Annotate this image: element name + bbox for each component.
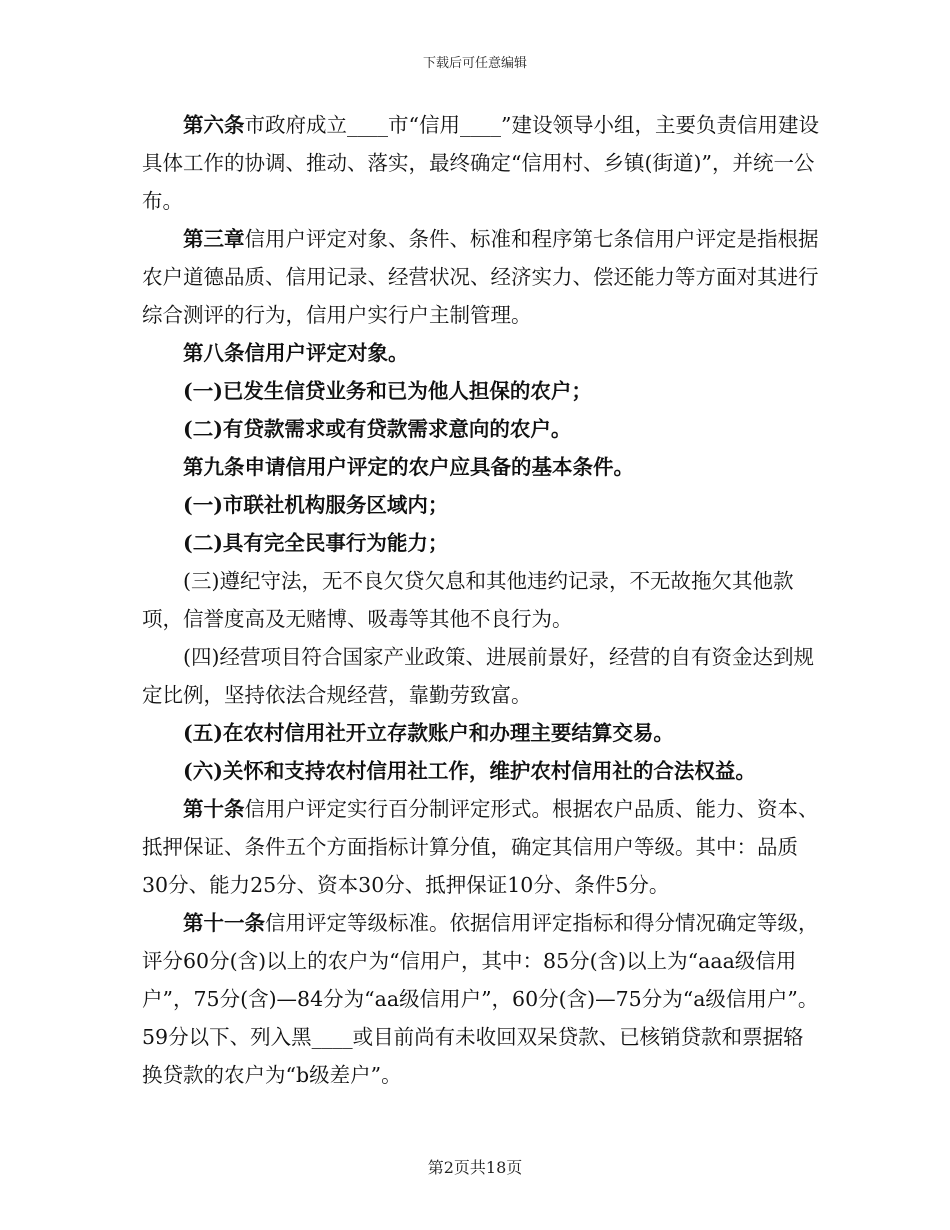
chapter-3-text: 信用户评定对象、条件、标准和程序第七条信用户评定是指根据农户道德品质、信用记录、经营状况、经济实力、偿还能力等方面对其进行综合测评的行为，信用户实行户主制管理。 [142,227,819,327]
paragraph-article-9-item-3 [142,562,822,638]
paragraph-chapter-3 [142,220,822,334]
paragraph-article-6 [142,106,822,220]
article-9-item-2-text: (二)具有完全民事行为能力； [183,531,449,555]
article-9-item-1-text: (一)市联社机构服务区域内； [183,493,449,517]
article-9-heading: 第九条申请信用户评定的农户应具备的基本条件。 [183,455,634,479]
document-body [142,106,822,1094]
article-6-text: 市政府成立____市“信用____”建设领导小组，主要负责信用建设具体工作的协调、推动、落实，最终确定“信用村、乡镇(街道)”，并统一公布。 [142,113,819,213]
paragraph-article-8 [142,334,822,372]
paragraph-article-9-item-5 [142,714,822,752]
paragraph-article-9 [142,448,822,486]
paragraph-article-8-item-1 [142,372,822,410]
article-9-item-6-text: (六)关怀和支持农村信用社工作，维护农村信用社的合法权益。 [183,759,756,783]
article-8-item-1-text: (一)已发生信贷业务和已为他人担保的农户； [183,379,592,403]
article-9-item-5-text: (五)在农村信用社开立存款账户和办理主要结算交易。 [183,721,674,745]
page-header: 下载后可任意编辑 [422,56,527,71]
article-6-heading: 第六条 [183,113,245,137]
paragraph-article-10 [142,790,822,904]
article-9-item-4-text: (四)经营项目符合国家产业政策、进展前景好，经营的自有资金达到规定比例，坚持依法合规经营，靠勤劳致富。 [142,645,814,707]
article-11-heading: 第十一条 [183,911,265,935]
paragraph-article-9-item-1 [142,486,822,524]
chapter-3-heading: 第三章 [183,227,245,251]
paragraph-article-9-item-6 [142,752,822,790]
paragraph-article-9-item-2 [142,524,822,562]
article-9-item-3-text: (三)遵纪守法，无不良欠贷欠息和其他违约记录，不无故拖欠其他款项，信誉度高及无赌博、吸毒等其他不良行为。 [142,569,794,631]
article-11-text: 信用评定等级标准。依据信用评定指标和得分情况确定等级，评分60分(含)以上的农户为“信用户，其中：85分(含)以上为“aaa级信用户”，75分(含)—84分为“aa级信用户”，60分(含)—75分为“a级信用户”。59分以下、列入黑____或目前尚有未收回双呆贷款、已核销贷款和票据辂换贷款的农户为“b级差户”。 [142,911,819,1087]
article-8-heading: 第八条信用户评定对象。 [183,341,409,365]
article-10-text: 信用户评定实行百分制评定形式。根据农户品质、能力、资本、抵押保证、条件五个方面指标计算分值，确定其信用户等级。其中：品质30分、能力25分、资本30分、抵押保证10分、条件5分。 [142,797,819,897]
page-footer: 第2页共18页 [427,1158,523,1177]
paragraph-article-11 [142,904,822,1094]
article-8-item-2-text: (二)有贷款需求或有贷款需求意向的农户。 [183,417,572,441]
article-10-heading: 第十条 [183,797,245,821]
paragraph-article-8-item-2 [142,410,822,448]
paragraph-article-9-item-4 [142,638,822,714]
